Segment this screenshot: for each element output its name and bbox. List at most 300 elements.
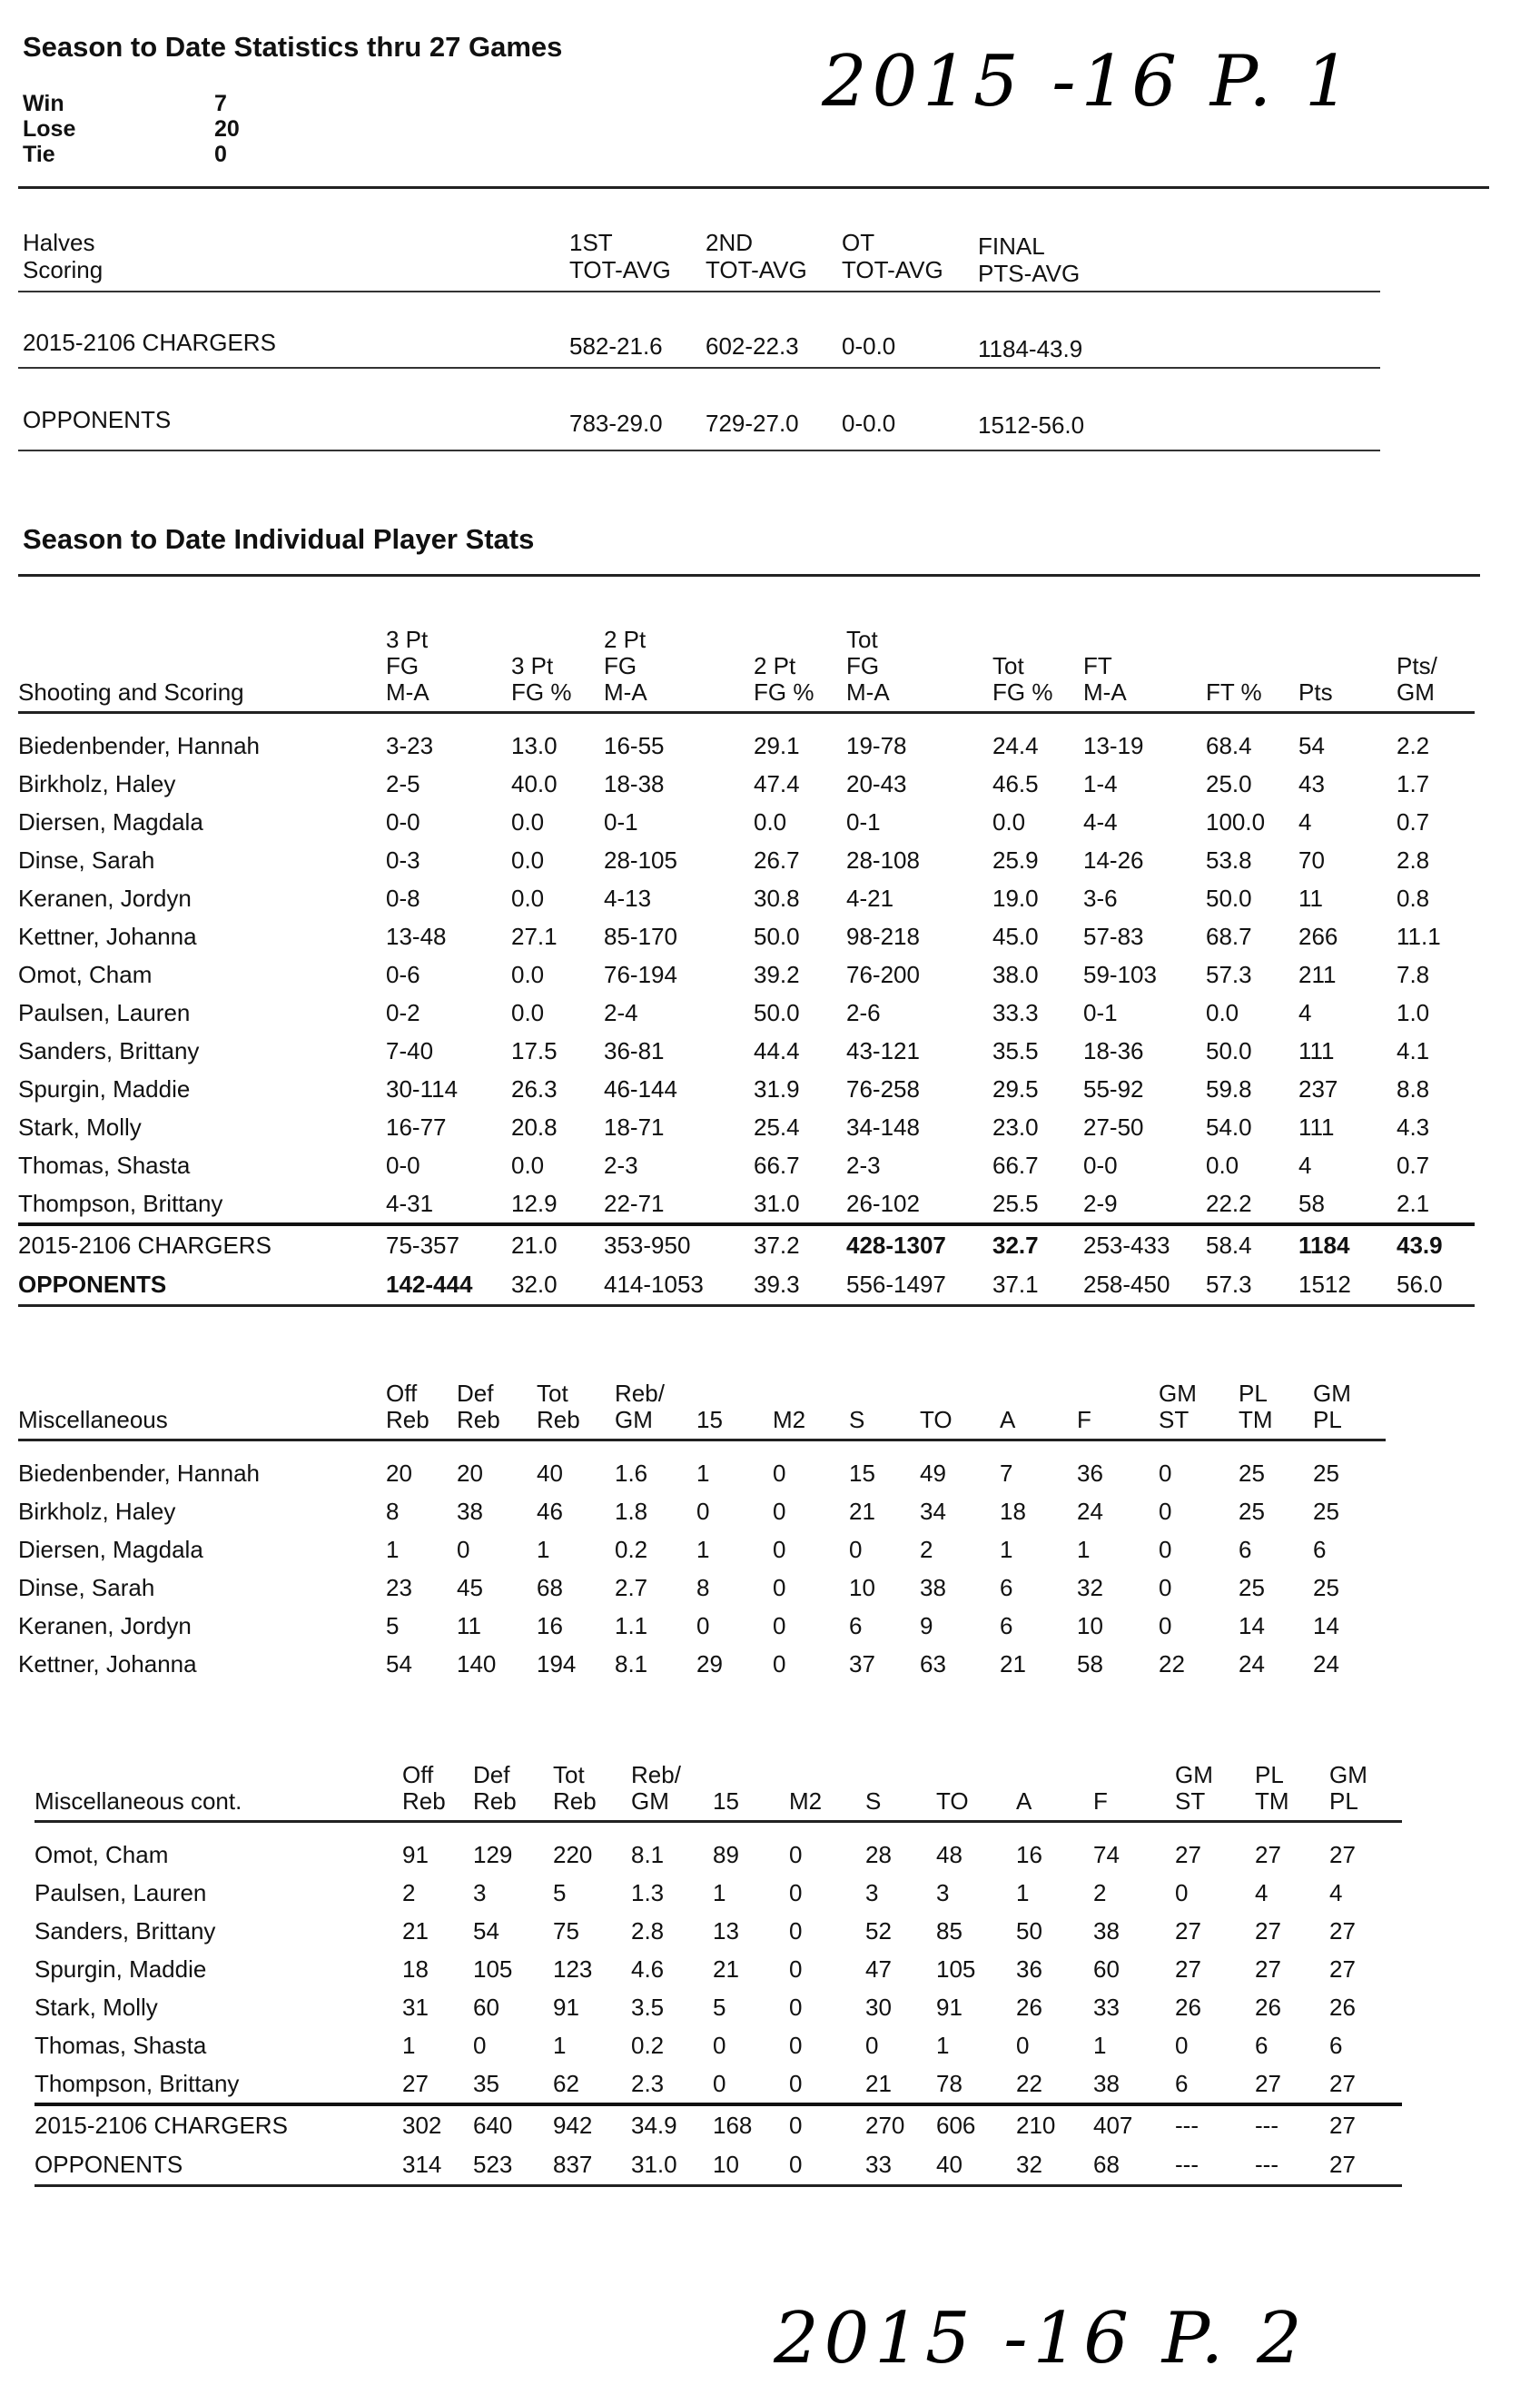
stat-cell: 76-194: [604, 960, 677, 988]
totals-row: [35, 2145, 1402, 2186]
stat-cell: 59-103: [1083, 960, 1157, 988]
row-label: 2015-2106 CHARGERS: [35, 2104, 402, 2145]
stat-cell: 7-40: [386, 1036, 434, 1064]
stat-cell: 40: [936, 2145, 1016, 2186]
stat-cell: 76-258: [846, 1074, 920, 1103]
player-row: [18, 1146, 1475, 1184]
column-header-line: TO: [936, 1787, 969, 1815]
stat-cell: 50.0: [754, 998, 800, 1026]
stat-cell: 68.4: [1206, 731, 1252, 759]
column-header-line: Reb: [457, 1406, 500, 1433]
halves-team-name: 2015-2106 CHARGERS: [23, 329, 276, 356]
column-header: [18, 1381, 386, 1440]
stat-cell: 0.0: [511, 960, 545, 988]
column-header-line: FT %: [1206, 678, 1262, 706]
stat-cell: 4: [1329, 1878, 1343, 1906]
stat-cell: 1: [1016, 1878, 1030, 1906]
stat-cell: 38.0: [992, 960, 1039, 988]
stat-cell: 19.0: [992, 884, 1039, 912]
player-row: [18, 1492, 1386, 1530]
misc-table: [18, 1381, 1386, 1683]
row-label: Biedenbender, Hannah: [18, 731, 261, 759]
column-header: [1206, 627, 1298, 713]
misc-table-body: [18, 1440, 1386, 1684]
misc-table-header: [18, 1381, 1386, 1440]
stat-cell: 1: [553, 2031, 567, 2059]
stat-cell: 31.0: [754, 1189, 800, 1217]
stat-cell: 523: [473, 2145, 553, 2186]
header-row: [18, 1381, 1386, 1440]
stat-cell: 37.1: [992, 1265, 1083, 1306]
stat-cell: 9: [920, 1611, 933, 1639]
column-header: [1016, 1762, 1093, 1822]
stat-cell: ---: [1175, 2145, 1255, 2186]
stat-cell: 0: [1016, 2031, 1030, 2059]
stat-cell: 18-36: [1083, 1036, 1144, 1064]
stat-cell: 4-31: [386, 1189, 434, 1217]
stat-cell: 25: [1239, 1497, 1265, 1525]
player-row: [35, 2026, 1402, 2064]
stat-cell: 6: [1000, 1611, 1013, 1639]
stat-cell: 3: [865, 1878, 879, 1906]
column-header-line: PL: [1313, 1406, 1342, 1433]
row-label: Biedenbender, Hannah: [18, 1459, 261, 1487]
stat-cell: 0-8: [386, 884, 420, 912]
halves-header-ot: OT TOT-AVG: [842, 229, 943, 283]
stat-cell: 2.8: [1397, 846, 1430, 874]
stat-cell: 16: [1016, 1840, 1042, 1868]
stat-cell: 63: [920, 1649, 946, 1678]
totals-row: [35, 2104, 1402, 2145]
column-header: [1313, 1381, 1386, 1440]
stat-cell: 50.0: [1206, 1036, 1252, 1064]
stat-cell: 4: [1255, 1878, 1269, 1906]
stat-cell: 16-77: [386, 1113, 447, 1141]
stat-cell: 17.5: [511, 1036, 558, 1064]
column-header-line: Pts: [1298, 678, 1333, 706]
stat-cell: 47.4: [754, 769, 800, 797]
stat-cell: 75: [553, 1916, 579, 1945]
player-row: [35, 1912, 1402, 1950]
stat-cell: 1.0: [1397, 998, 1430, 1026]
stat-cell: 0: [789, 2145, 865, 2186]
halves-team-2nd: 602-22.3: [706, 332, 799, 360]
shooting-table-body: [18, 713, 1475, 1225]
stat-cell: 1: [696, 1459, 710, 1487]
stat-cell: 28-105: [604, 846, 677, 874]
stat-cell: 0: [773, 1459, 786, 1487]
stat-cell: 75-357: [386, 1224, 511, 1265]
stat-cell: 13.0: [511, 731, 558, 759]
stat-cell: 25.0: [1206, 769, 1252, 797]
stat-cell: 4: [1298, 998, 1312, 1026]
stat-cell: 57-83: [1083, 922, 1144, 950]
stat-cell: 3: [936, 1878, 950, 1906]
column-header: [457, 1381, 537, 1440]
stat-cell: 640: [473, 2104, 553, 2145]
row-label: Thompson, Brittany: [18, 1189, 223, 1217]
column-header: [1329, 1762, 1402, 1822]
stat-cell: 4: [1298, 1151, 1312, 1179]
stat-cell: 26-102: [846, 1189, 920, 1217]
column-header: [992, 627, 1083, 713]
stat-cell: 314: [402, 2145, 473, 2186]
stat-cell: 33.3: [992, 998, 1039, 1026]
stat-cell: 24: [1239, 1649, 1265, 1678]
column-header-line: Reb: [386, 1406, 429, 1433]
stat-cell: 0: [1159, 1535, 1172, 1563]
stat-cell: 60: [1093, 1955, 1120, 1983]
column-header-line: FG: [604, 652, 637, 679]
stat-cell: 24.4: [992, 731, 1039, 759]
stat-cell: 30-114: [386, 1074, 459, 1103]
stat-cell: 10: [713, 2145, 789, 2186]
stat-cell: 29.1: [754, 731, 800, 759]
stat-cell: 5: [713, 1993, 726, 2021]
stat-cell: 5: [386, 1611, 400, 1639]
player-row: [18, 1645, 1386, 1683]
stat-cell: ---: [1255, 2104, 1329, 2145]
shooting-table-totals: [18, 1224, 1475, 1306]
column-header-line: F: [1093, 1787, 1108, 1815]
stat-cell: 29.5: [992, 1074, 1039, 1103]
halves-opp-name: OPPONENTS: [23, 406, 172, 433]
player-row: [18, 803, 1475, 841]
stat-cell: 10: [1077, 1611, 1103, 1639]
row-label: 2015-2106 CHARGERS: [18, 1224, 386, 1265]
column-header: [1255, 1762, 1329, 1822]
halves-team-ot: 0-0.0: [842, 332, 896, 360]
stat-cell: 129: [473, 1840, 513, 1868]
stat-cell: 70: [1298, 846, 1325, 874]
column-header-line: M2: [773, 1406, 806, 1433]
stat-cell: 0.7: [1397, 1151, 1430, 1179]
stat-cell: 8: [386, 1497, 400, 1525]
column-header-line: Off: [402, 1761, 434, 1788]
stat-cell: 0.0: [511, 1151, 545, 1179]
stat-cell: ---: [1255, 2145, 1329, 2186]
stat-cell: 23.0: [992, 1113, 1039, 1141]
stat-cell: 0: [773, 1611, 786, 1639]
row-label: Kettner, Johanna: [18, 922, 197, 950]
stat-cell: 25: [1239, 1459, 1265, 1487]
stat-cell: 38: [920, 1573, 946, 1601]
stat-cell: 34.9: [631, 2104, 713, 2145]
column-header: [511, 627, 604, 713]
stat-cell: 3.5: [631, 1993, 665, 2021]
stat-cell: 1: [1093, 2031, 1107, 2059]
halves-header-1st: 1ST TOT-AVG: [569, 229, 671, 283]
column-header-line: Def: [473, 1761, 510, 1788]
column-header-line: 2 Pt: [754, 652, 796, 679]
column-header: [631, 1762, 713, 1822]
stat-cell: 0: [865, 2031, 879, 2059]
column-header: [754, 627, 846, 713]
stat-cell: 0: [696, 1611, 710, 1639]
stat-cell: 6: [1175, 2069, 1189, 2097]
stat-cell: 36: [1016, 1955, 1042, 1983]
stat-cell: 4-21: [846, 884, 894, 912]
stat-cell: 1.3: [631, 1878, 665, 1906]
column-header: [35, 1762, 402, 1822]
column-header-line: Reb: [537, 1406, 580, 1433]
stat-cell: 2-3: [604, 1151, 638, 1179]
column-header-line: FG %: [754, 678, 814, 706]
stat-cell: 302: [402, 2104, 473, 2145]
stat-cell: 66.7: [992, 1151, 1039, 1179]
handwritten-page-note-top: 2015 -16 P. 1: [822, 41, 1356, 123]
stat-cell: 7: [1000, 1459, 1013, 1487]
column-header-line: FT: [1083, 652, 1112, 679]
stat-cell: 414-1053: [604, 1265, 754, 1306]
stat-cell: 270: [865, 2104, 936, 2145]
stat-cell: 105: [936, 1955, 976, 1983]
column-header-line: 15: [696, 1406, 723, 1433]
stat-cell: 0-3: [386, 846, 420, 874]
stat-cell: 78: [936, 2069, 962, 2097]
column-header-line: PL: [1255, 1761, 1284, 1788]
stat-cell: 2.2: [1397, 731, 1430, 759]
player-row: [18, 1607, 1386, 1645]
misc-cont-table-body: [35, 1822, 1402, 2105]
halves-header-2nd: 2ND TOT-AVG: [706, 229, 807, 283]
stat-cell: 1: [386, 1535, 400, 1563]
column-header-line: M-A: [604, 678, 647, 706]
column-header: [615, 1381, 696, 1440]
stat-cell: 3-23: [386, 731, 434, 759]
row-label: Stark, Molly: [35, 1993, 158, 2021]
stat-cell: 0: [789, 1955, 803, 1983]
misc-cont-table-totals: [35, 2104, 1402, 2186]
stat-cell: 43.9: [1397, 1224, 1475, 1265]
stat-cell: 0: [457, 1535, 470, 1563]
stat-cell: 0.0: [992, 807, 1026, 836]
stat-cell: 2: [920, 1535, 933, 1563]
stat-cell: 47: [865, 1955, 892, 1983]
stat-cell: 0.2: [615, 1535, 648, 1563]
stat-cell: 2-3: [846, 1151, 881, 1179]
stat-cell: 50: [1016, 1916, 1042, 1945]
stat-cell: 0: [789, 2031, 803, 2059]
column-header-line: Tot: [537, 1380, 568, 1407]
stat-cell: 1.8: [615, 1497, 648, 1525]
stat-cell: 0: [1175, 1878, 1189, 1906]
column-header: [936, 1762, 1016, 1822]
stat-cell: 0: [1159, 1497, 1172, 1525]
player-row: [18, 1569, 1386, 1607]
stat-cell: 22: [1016, 2069, 1042, 2097]
stat-cell: 1-4: [1083, 769, 1118, 797]
stat-cell: 25.5: [992, 1189, 1039, 1217]
stat-cell: 2.8: [631, 1916, 665, 1945]
stat-cell: 27.1: [511, 922, 558, 950]
stat-cell: 837: [553, 2145, 631, 2186]
player-row: [18, 917, 1475, 955]
column-header-line: Off: [386, 1380, 418, 1407]
column-header-line: 2 Pt: [604, 626, 647, 653]
stat-cell: 2.3: [631, 2069, 665, 2097]
row-label: Spurgin, Maddie: [35, 1955, 207, 1983]
misc-cont-table: [35, 1762, 1402, 2187]
stat-cell: 0: [1159, 1573, 1172, 1601]
stat-cell: 27: [1329, 1840, 1356, 1868]
stat-cell: 58: [1298, 1189, 1325, 1217]
halves-team-1st: 582-21.6: [569, 332, 663, 360]
row-label: Dinse, Sarah: [18, 1573, 155, 1601]
stat-cell: 25.9: [992, 846, 1039, 874]
stat-cell: 21.0: [511, 1224, 604, 1265]
stat-cell: 30: [865, 1993, 892, 2021]
stat-cell: 26.3: [511, 1074, 558, 1103]
stat-cell: 57.3: [1206, 1265, 1298, 1306]
stat-cell: 21: [849, 1497, 875, 1525]
stat-cell: 8: [696, 1573, 710, 1601]
player-row: [18, 1108, 1475, 1146]
stat-cell: 22: [1159, 1649, 1185, 1678]
stat-cell: 2-4: [604, 998, 638, 1026]
stat-cell: 1184: [1298, 1224, 1397, 1265]
stat-cell: 60: [473, 1993, 499, 2021]
stat-cell: 37.2: [754, 1224, 846, 1265]
stat-cell: 556-1497: [846, 1265, 992, 1306]
player-row: [18, 1032, 1475, 1070]
individual-title-rule: [18, 574, 1480, 577]
stat-cell: 3: [473, 1878, 487, 1906]
column-header: [386, 1381, 457, 1440]
halves-header-rule: [18, 291, 1380, 292]
halves-header-final: FINAL PTS-AVG: [978, 233, 1081, 287]
stat-cell: 606: [936, 2104, 1016, 2145]
stat-cell: 46.5: [992, 769, 1039, 797]
stat-cell: 0-1: [1083, 998, 1118, 1026]
stat-cell: 0: [789, 1878, 803, 1906]
player-row: [35, 1988, 1402, 2026]
row-label: Spurgin, Maddie: [18, 1074, 191, 1103]
player-row: [18, 841, 1475, 879]
column-header-line: M-A: [1083, 678, 1127, 706]
stat-cell: 46-144: [604, 1074, 677, 1103]
stat-cell: 20.8: [511, 1113, 558, 1141]
stat-cell: 27: [1329, 1955, 1356, 1983]
column-header-line: TO: [920, 1406, 953, 1433]
stat-cell: 19-78: [846, 731, 907, 759]
column-header-line: PL: [1329, 1787, 1358, 1815]
column-header: [865, 1762, 936, 1822]
stat-cell: 85: [936, 1916, 962, 1945]
stat-cell: 142-444: [386, 1265, 511, 1306]
stat-cell: 48: [936, 1840, 962, 1868]
row-label: Diersen, Magdala: [18, 807, 203, 836]
stat-cell: 33: [1093, 1993, 1120, 2021]
row-label: OPPONENTS: [18, 1265, 386, 1306]
column-header-line: Reb: [473, 1787, 517, 1815]
stat-cell: 210: [1016, 2104, 1093, 2145]
divider-top: [18, 186, 1489, 189]
stat-cell: 68.7: [1206, 922, 1252, 950]
stat-cell: 0.0: [754, 807, 787, 836]
stat-cell: 53.8: [1206, 846, 1252, 874]
column-header-line: TM: [1255, 1787, 1289, 1815]
stat-cell: 942: [553, 2104, 631, 2145]
stat-cell: 0: [696, 1497, 710, 1525]
stat-cell: 59.8: [1206, 1074, 1252, 1103]
stat-cell: 58.4: [1206, 1224, 1298, 1265]
column-header: [473, 1762, 553, 1822]
stat-cell: 0: [789, 1993, 803, 2021]
win-value: 7: [214, 91, 227, 116]
stat-cell: 21: [1000, 1649, 1026, 1678]
column-header-line: Miscellaneous cont.: [35, 1787, 242, 1815]
row-label: Keranen, Jordyn: [18, 884, 192, 912]
stat-cell: 27: [1329, 1916, 1356, 1945]
column-header: [696, 1381, 773, 1440]
stat-cell: 85-170: [604, 922, 677, 950]
stat-cell: 12.9: [511, 1189, 558, 1217]
misc-cont-table-header: [35, 1762, 1402, 1822]
stat-cell: 27: [1255, 2069, 1281, 2097]
row-label: Keranen, Jordyn: [18, 1611, 192, 1639]
row-label: Omot, Cham: [18, 960, 153, 988]
column-header-line: ST: [1175, 1787, 1206, 1815]
lose-value: 20: [214, 116, 240, 142]
stat-cell: 2-9: [1083, 1189, 1118, 1217]
column-header-line: GM: [631, 1787, 669, 1815]
stat-cell: 0.8: [1397, 884, 1430, 912]
player-row: [35, 1950, 1402, 1988]
player-row: [18, 879, 1475, 917]
stat-cell: 6: [1313, 1535, 1327, 1563]
stat-cell: 46: [537, 1497, 563, 1525]
stat-cell: 40.0: [511, 769, 558, 797]
column-header: [789, 1762, 865, 1822]
stat-cell: 50.0: [1206, 884, 1252, 912]
stat-cell: 1: [402, 2031, 416, 2059]
stat-cell: 0: [773, 1649, 786, 1678]
row-label: Paulsen, Lauren: [35, 1878, 207, 1906]
column-header-line: S: [849, 1406, 865, 1433]
stat-cell: 27-50: [1083, 1113, 1144, 1141]
stat-cell: 26.7: [754, 846, 800, 874]
stat-cell: 8.1: [615, 1649, 648, 1678]
handwritten-page-note-bottom: 2015 -16 P. 2: [774, 2298, 1308, 2380]
stat-cell: 6: [849, 1611, 863, 1639]
stat-cell: 1: [1000, 1535, 1013, 1563]
stat-cell: 1.7: [1397, 769, 1430, 797]
stat-cell: 32.7: [992, 1224, 1083, 1265]
totals-row: [18, 1265, 1475, 1306]
column-header-line: Tot: [553, 1761, 585, 1788]
stat-cell: 0.0: [1206, 1151, 1239, 1179]
stat-cell: 0.0: [511, 846, 545, 874]
stat-cell: 26: [1016, 1993, 1042, 2021]
stat-cell: 25: [1313, 1459, 1339, 1487]
stat-cell: 18: [402, 1955, 429, 1983]
stat-cell: 29: [696, 1649, 723, 1678]
stat-cell: 27: [1255, 1916, 1281, 1945]
stat-cell: 2.7: [615, 1573, 648, 1601]
stat-cell: 25: [1239, 1573, 1265, 1601]
stat-cell: 111: [1298, 1036, 1335, 1064]
stat-cell: 20-43: [846, 769, 907, 797]
stat-cell: 7.8: [1397, 960, 1430, 988]
shooting-table: [18, 627, 1475, 1307]
stat-cell: 91: [553, 1993, 579, 2021]
column-header-line: Reb: [553, 1787, 597, 1815]
stat-cell: 38: [457, 1497, 483, 1525]
stat-cell: 37: [849, 1649, 875, 1678]
column-header-line: F: [1077, 1406, 1091, 1433]
stat-cell: 194: [537, 1649, 577, 1678]
